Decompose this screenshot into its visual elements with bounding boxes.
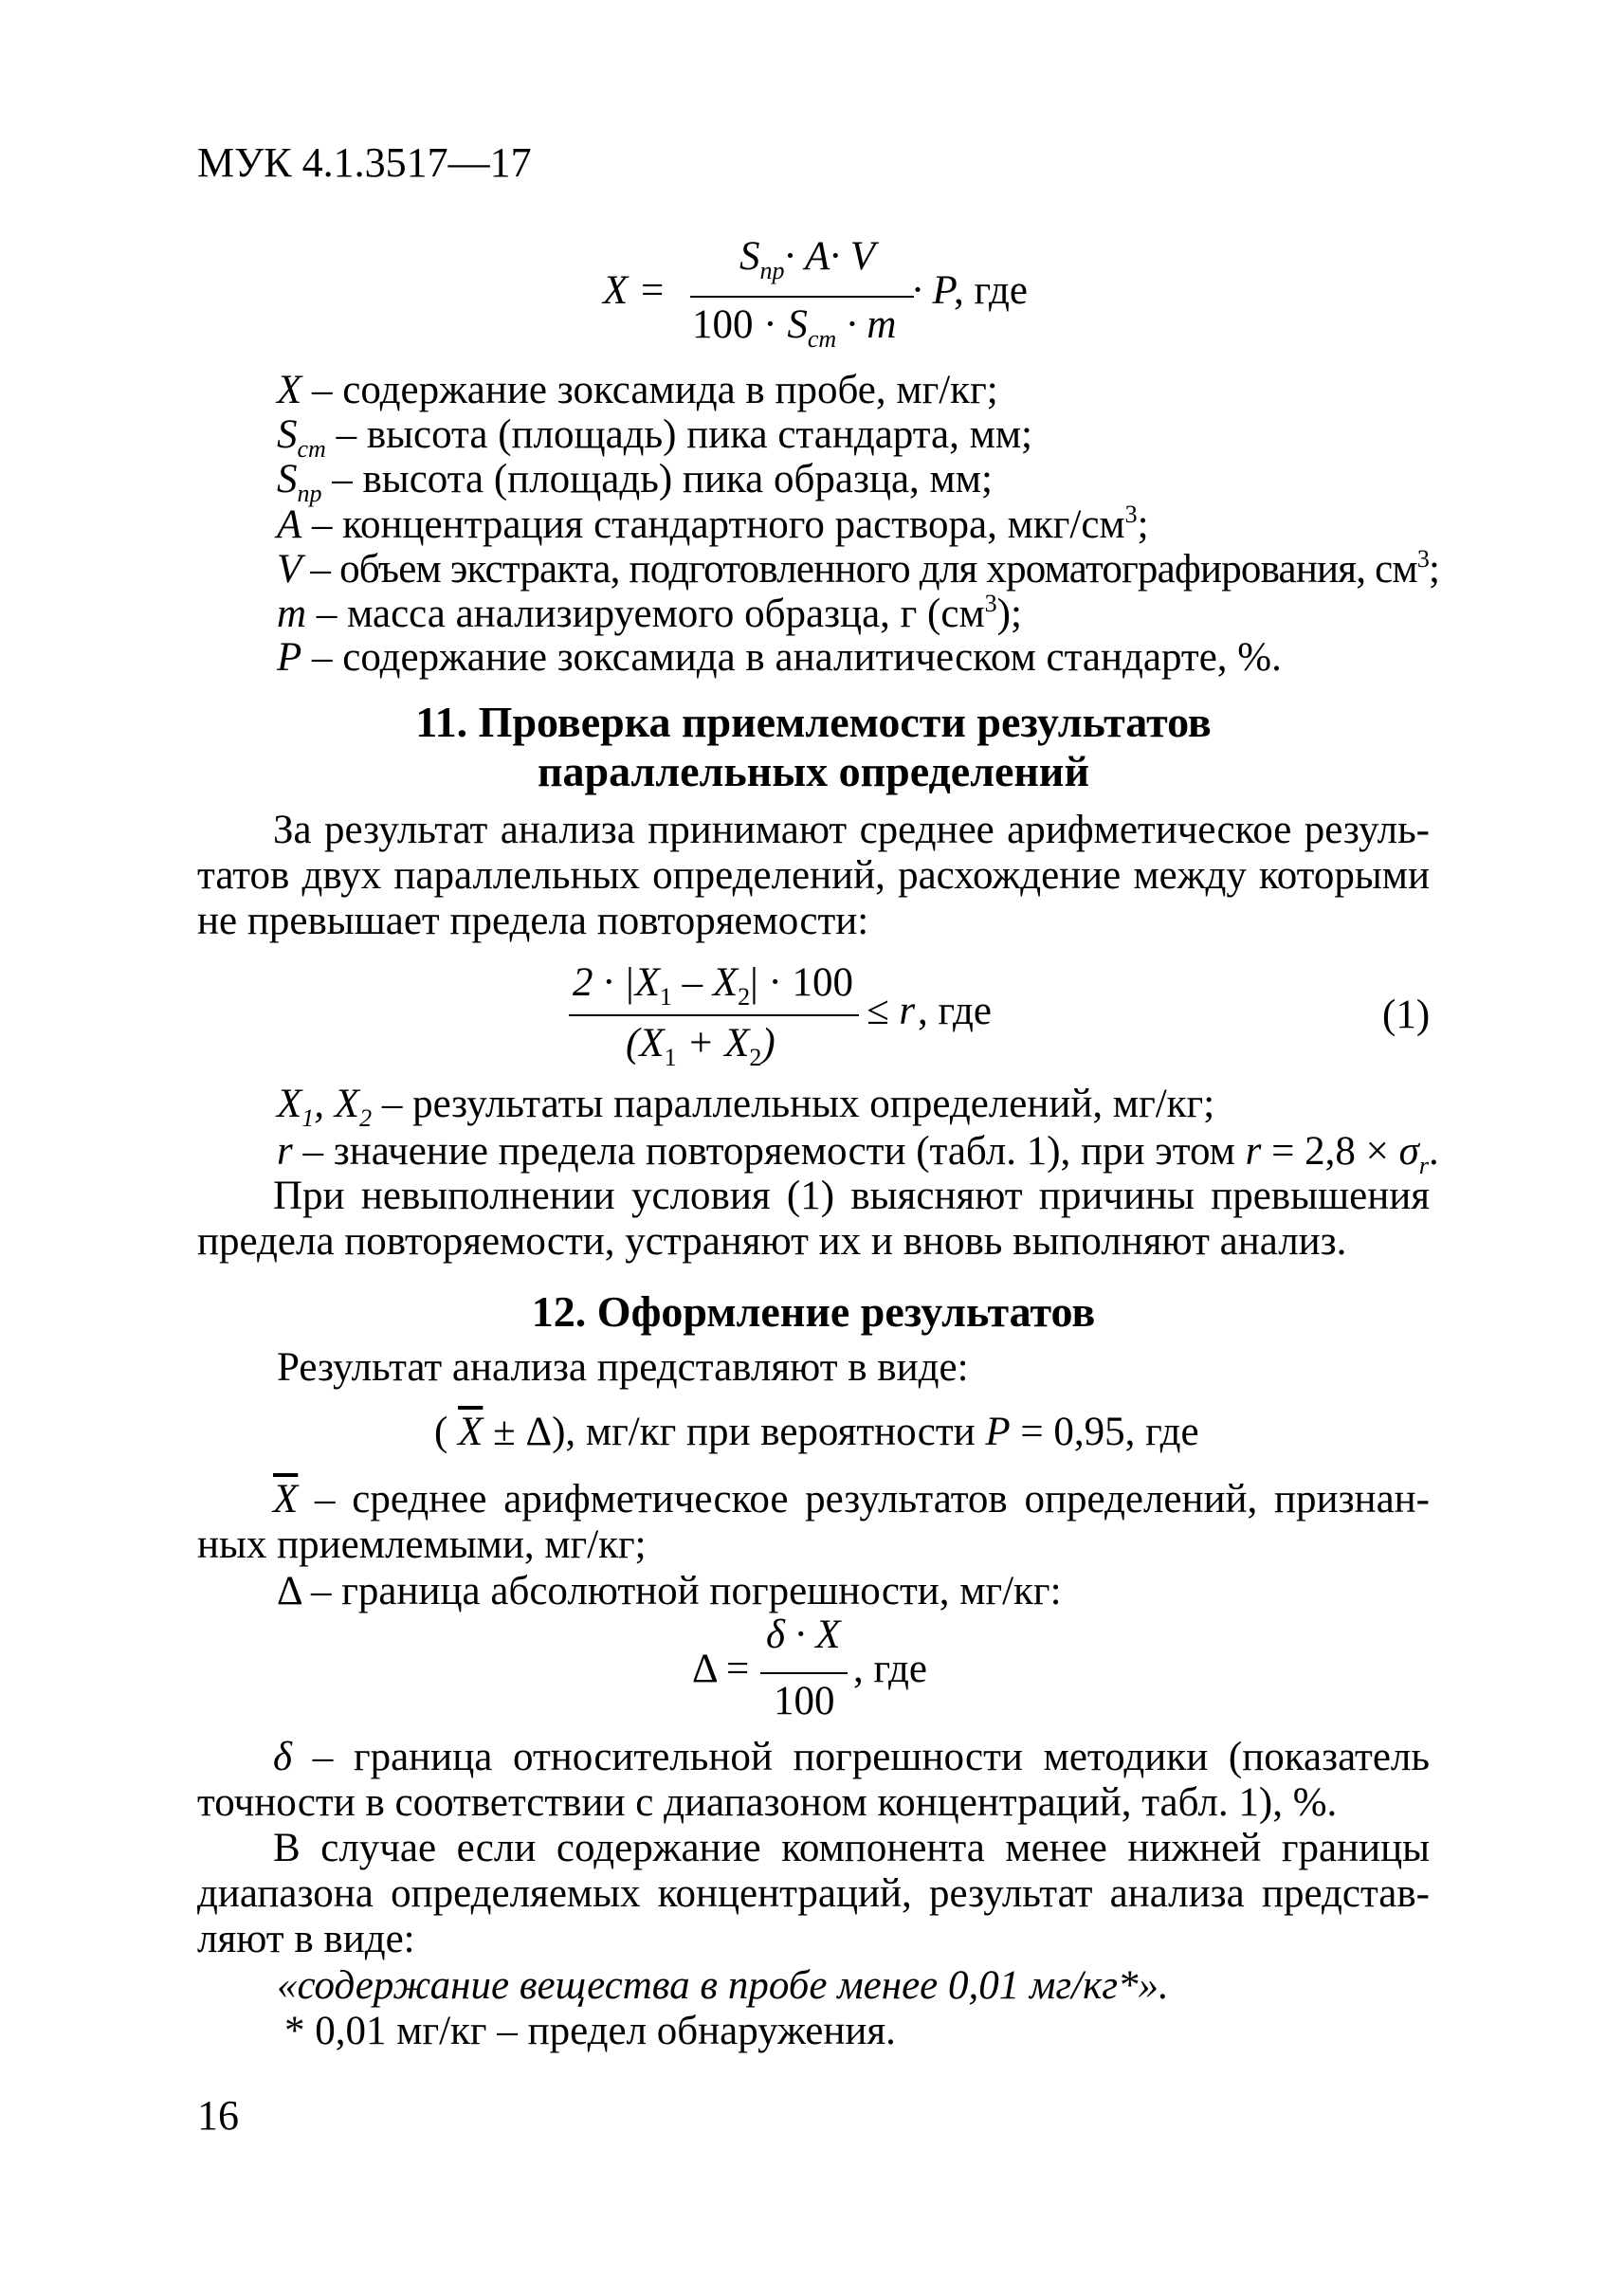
result-expression bbox=[434, 1409, 1199, 1455]
formula-main-numerator bbox=[739, 233, 875, 285]
definition-end: ; bbox=[1137, 502, 1149, 547]
formula-rep-where: , где bbox=[918, 989, 992, 1033]
definition-text: – содержание зоксамида в пробе, мг/кг; bbox=[301, 368, 998, 412]
definition-symbol: m bbox=[277, 592, 307, 636]
result-rest: ± Δ), мг/кг при вероятности bbox=[483, 1410, 986, 1454]
section-12-delta-line: Δ – граница абсолютной погрешности, мг/кг: bbox=[277, 1569, 1062, 1613]
definition-symbol: S bbox=[277, 457, 298, 501]
section-12-delta-def-line1 bbox=[197, 1735, 1430, 1780]
formula-rep-den-mid: + X bbox=[676, 1021, 750, 1066]
page-number: 16 bbox=[197, 2092, 239, 2139]
def-r-sigma-sub: r bbox=[1418, 1152, 1429, 1179]
result-end: = 0,95, где bbox=[1010, 1410, 1199, 1454]
definition-x bbox=[277, 367, 998, 413]
formula-delta-denominator: 100 bbox=[774, 1679, 835, 1723]
section-11-def-x1x2 bbox=[277, 1081, 1214, 1133]
section-11-def-r bbox=[277, 1128, 1439, 1180]
formula-main-lhs: X bbox=[603, 268, 629, 313]
def-x1x2-text: – результаты параллельных определений, мг/кг; bbox=[372, 1082, 1215, 1126]
formula-rep-den-sub1: 1 bbox=[664, 1044, 677, 1071]
formula-main-eq: = bbox=[641, 268, 665, 313]
definition-text: – высота (площадь) пика стандарта, мм; bbox=[325, 412, 1033, 457]
formula-rep-denominator bbox=[626, 1020, 776, 1072]
definition-a bbox=[277, 501, 1149, 548]
formula-rep-num-a: 2 · |X bbox=[573, 960, 660, 1005]
section-12-footnote: * 0,01 мг/кг – предел обнаружения. bbox=[284, 2009, 896, 2053]
definition-symbol-sub: ст bbox=[297, 435, 326, 463]
def-x1x2-sub1: 1 bbox=[301, 1104, 315, 1132]
def-r-end: . bbox=[1428, 1129, 1439, 1174]
formula-main-den-s: S bbox=[787, 302, 808, 347]
formula-main-den-rest: · m bbox=[836, 302, 897, 347]
section-12-case-line1: В случае если содержание компонента менее нижней границы bbox=[273, 1826, 1430, 1870]
section-12-line1: Результат анализа представляют в виде: bbox=[277, 1345, 969, 1390]
result-p: P bbox=[985, 1410, 1011, 1454]
def-r-text: – значение предела повторяемости (табл. 1), при этом bbox=[292, 1129, 1246, 1174]
formula-main-num-rest: · A· V bbox=[784, 234, 876, 279]
definition-text: – масса анализируемого образца, г (см bbox=[306, 592, 985, 636]
definition-p bbox=[277, 634, 1282, 681]
section-11-para-line1: За результат анализа принимают среднее арифметическое резуль- bbox=[273, 808, 1430, 852]
section-11-title-line1: 11. Проверка приемлемости результатов bbox=[415, 698, 1212, 746]
section-12-case-line3: ляют в виде: bbox=[197, 1917, 415, 1961]
def-r-eq: = 2,8 × bbox=[1261, 1129, 1399, 1174]
formula-rep-fraction-bar bbox=[569, 1014, 859, 1016]
document-code: МУК 4.1.3517—17 bbox=[197, 139, 532, 186]
formula-main-num-s: S bbox=[739, 234, 760, 279]
formula-main-den-s-sub: ст bbox=[807, 325, 837, 353]
formula-rep-den-end: ) bbox=[761, 1021, 776, 1066]
formula-main-denominator bbox=[692, 301, 896, 354]
formula-rep-num-sub2: 2 bbox=[738, 983, 751, 1011]
formula-main-den-100: 100 · bbox=[692, 302, 788, 347]
section-12-quote: «содержание вещества в пробе менее 0,01 мг/кг*». bbox=[277, 1963, 1169, 2008]
formula-main-where: , где bbox=[954, 268, 1028, 313]
definition-sup: 3 bbox=[1124, 501, 1138, 528]
definition-v bbox=[277, 545, 1439, 592]
formula-rep-den-sub2: 2 bbox=[749, 1044, 762, 1071]
definition-symbol: A bbox=[277, 502, 302, 547]
definition-end: ; bbox=[1429, 547, 1440, 592]
delta-def-symbol: δ bbox=[273, 1735, 292, 1779]
section-11-para-line2: татов двух параллельных определений, расхождение между которыми bbox=[197, 853, 1430, 898]
section-11-para-line3: не превышает предела повторяемости: bbox=[197, 899, 869, 943]
formula-main-fraction-bar bbox=[690, 296, 914, 298]
formula-main-num-s-sub: пр bbox=[759, 257, 785, 284]
def-r-sigma: σ bbox=[1398, 1129, 1419, 1174]
xbar-symbol: $\overline{X}$ bbox=[273, 1477, 299, 1522]
formula-delta-fraction-bar bbox=[760, 1672, 848, 1674]
result-xbar: $\overline{X}$ bbox=[458, 1410, 484, 1454]
section-12-xbar-line2: ных приемлемыми, мг/кг; bbox=[197, 1522, 647, 1567]
formula-rep-num-end: | · 100 bbox=[750, 960, 854, 1005]
definition-end: ); bbox=[996, 592, 1022, 636]
definition-text: – концентрация стандартного раствора, мкг/см bbox=[301, 502, 1125, 547]
definition-text: – содержание зоксамида в аналитическом стандарте, %. bbox=[301, 635, 1282, 680]
formula-delta-where: , где bbox=[853, 1647, 927, 1691]
formula-rep-den-a: (X bbox=[626, 1021, 665, 1066]
section-11-title-line2: параллельных определений bbox=[538, 747, 1089, 795]
section-12-title: 12. Оформление результатов bbox=[531, 1287, 1096, 1336]
delta-def-text: – граница относительной погрешности методики (показатель bbox=[292, 1735, 1430, 1779]
formula-rep-num-sub1: 1 bbox=[659, 983, 672, 1011]
definition-symbol: P bbox=[277, 635, 302, 680]
definition-text: – высота (площадь) пика образца, мм; bbox=[321, 457, 993, 501]
formula-delta-lhs: Δ = bbox=[692, 1647, 750, 1691]
section-11-para2-line1: При невыполнении условия (1) выясняют причины превышения bbox=[273, 1174, 1430, 1218]
def-r-r: r bbox=[1245, 1129, 1262, 1174]
formula-rep-numerator bbox=[573, 959, 853, 1011]
definition-m bbox=[277, 590, 1022, 637]
definition-symbol: V bbox=[277, 547, 301, 592]
formula-rep-tail: ≤ r bbox=[867, 989, 916, 1033]
def-x1x2-sub2: 2 bbox=[359, 1104, 373, 1132]
formula-number: (1) bbox=[1382, 993, 1431, 1037]
section-11-para2-line2: предела повторяемости, устраняют их и вновь выполняют анализ. bbox=[197, 1219, 1347, 1264]
def-x1x2-sep: , X bbox=[314, 1082, 360, 1126]
definition-text: – объем экстракта, подготовленного для хроматографирования, см bbox=[301, 547, 1417, 592]
def-x1x2-sym: X bbox=[277, 1082, 302, 1126]
section-12-delta-def-line2: точности в соответствии с диапазоном концентраций, табл. 1), %. bbox=[197, 1780, 1338, 1825]
def-r-sym: r bbox=[277, 1129, 293, 1174]
formula-delta-numerator: δ · X bbox=[766, 1613, 841, 1657]
formula-rep-num-mid: – X bbox=[671, 960, 739, 1005]
definition-sup: 3 bbox=[984, 590, 997, 617]
formula-main-tail: · P bbox=[912, 268, 958, 313]
result-open: ( bbox=[434, 1410, 459, 1454]
definition-symbol-sub: пр bbox=[297, 480, 322, 507]
section-12-xbar-line1 bbox=[197, 1477, 1430, 1522]
section-12-case-line2: диапазона определяемых концентраций, результат анализа представ- bbox=[197, 1871, 1430, 1916]
xbar-text: – среднее арифметическое результатов определений, признан- bbox=[298, 1477, 1430, 1522]
definition-symbol: X bbox=[277, 368, 302, 412]
definition-symbol: S bbox=[277, 412, 298, 457]
definition-sup: 3 bbox=[1416, 545, 1430, 573]
